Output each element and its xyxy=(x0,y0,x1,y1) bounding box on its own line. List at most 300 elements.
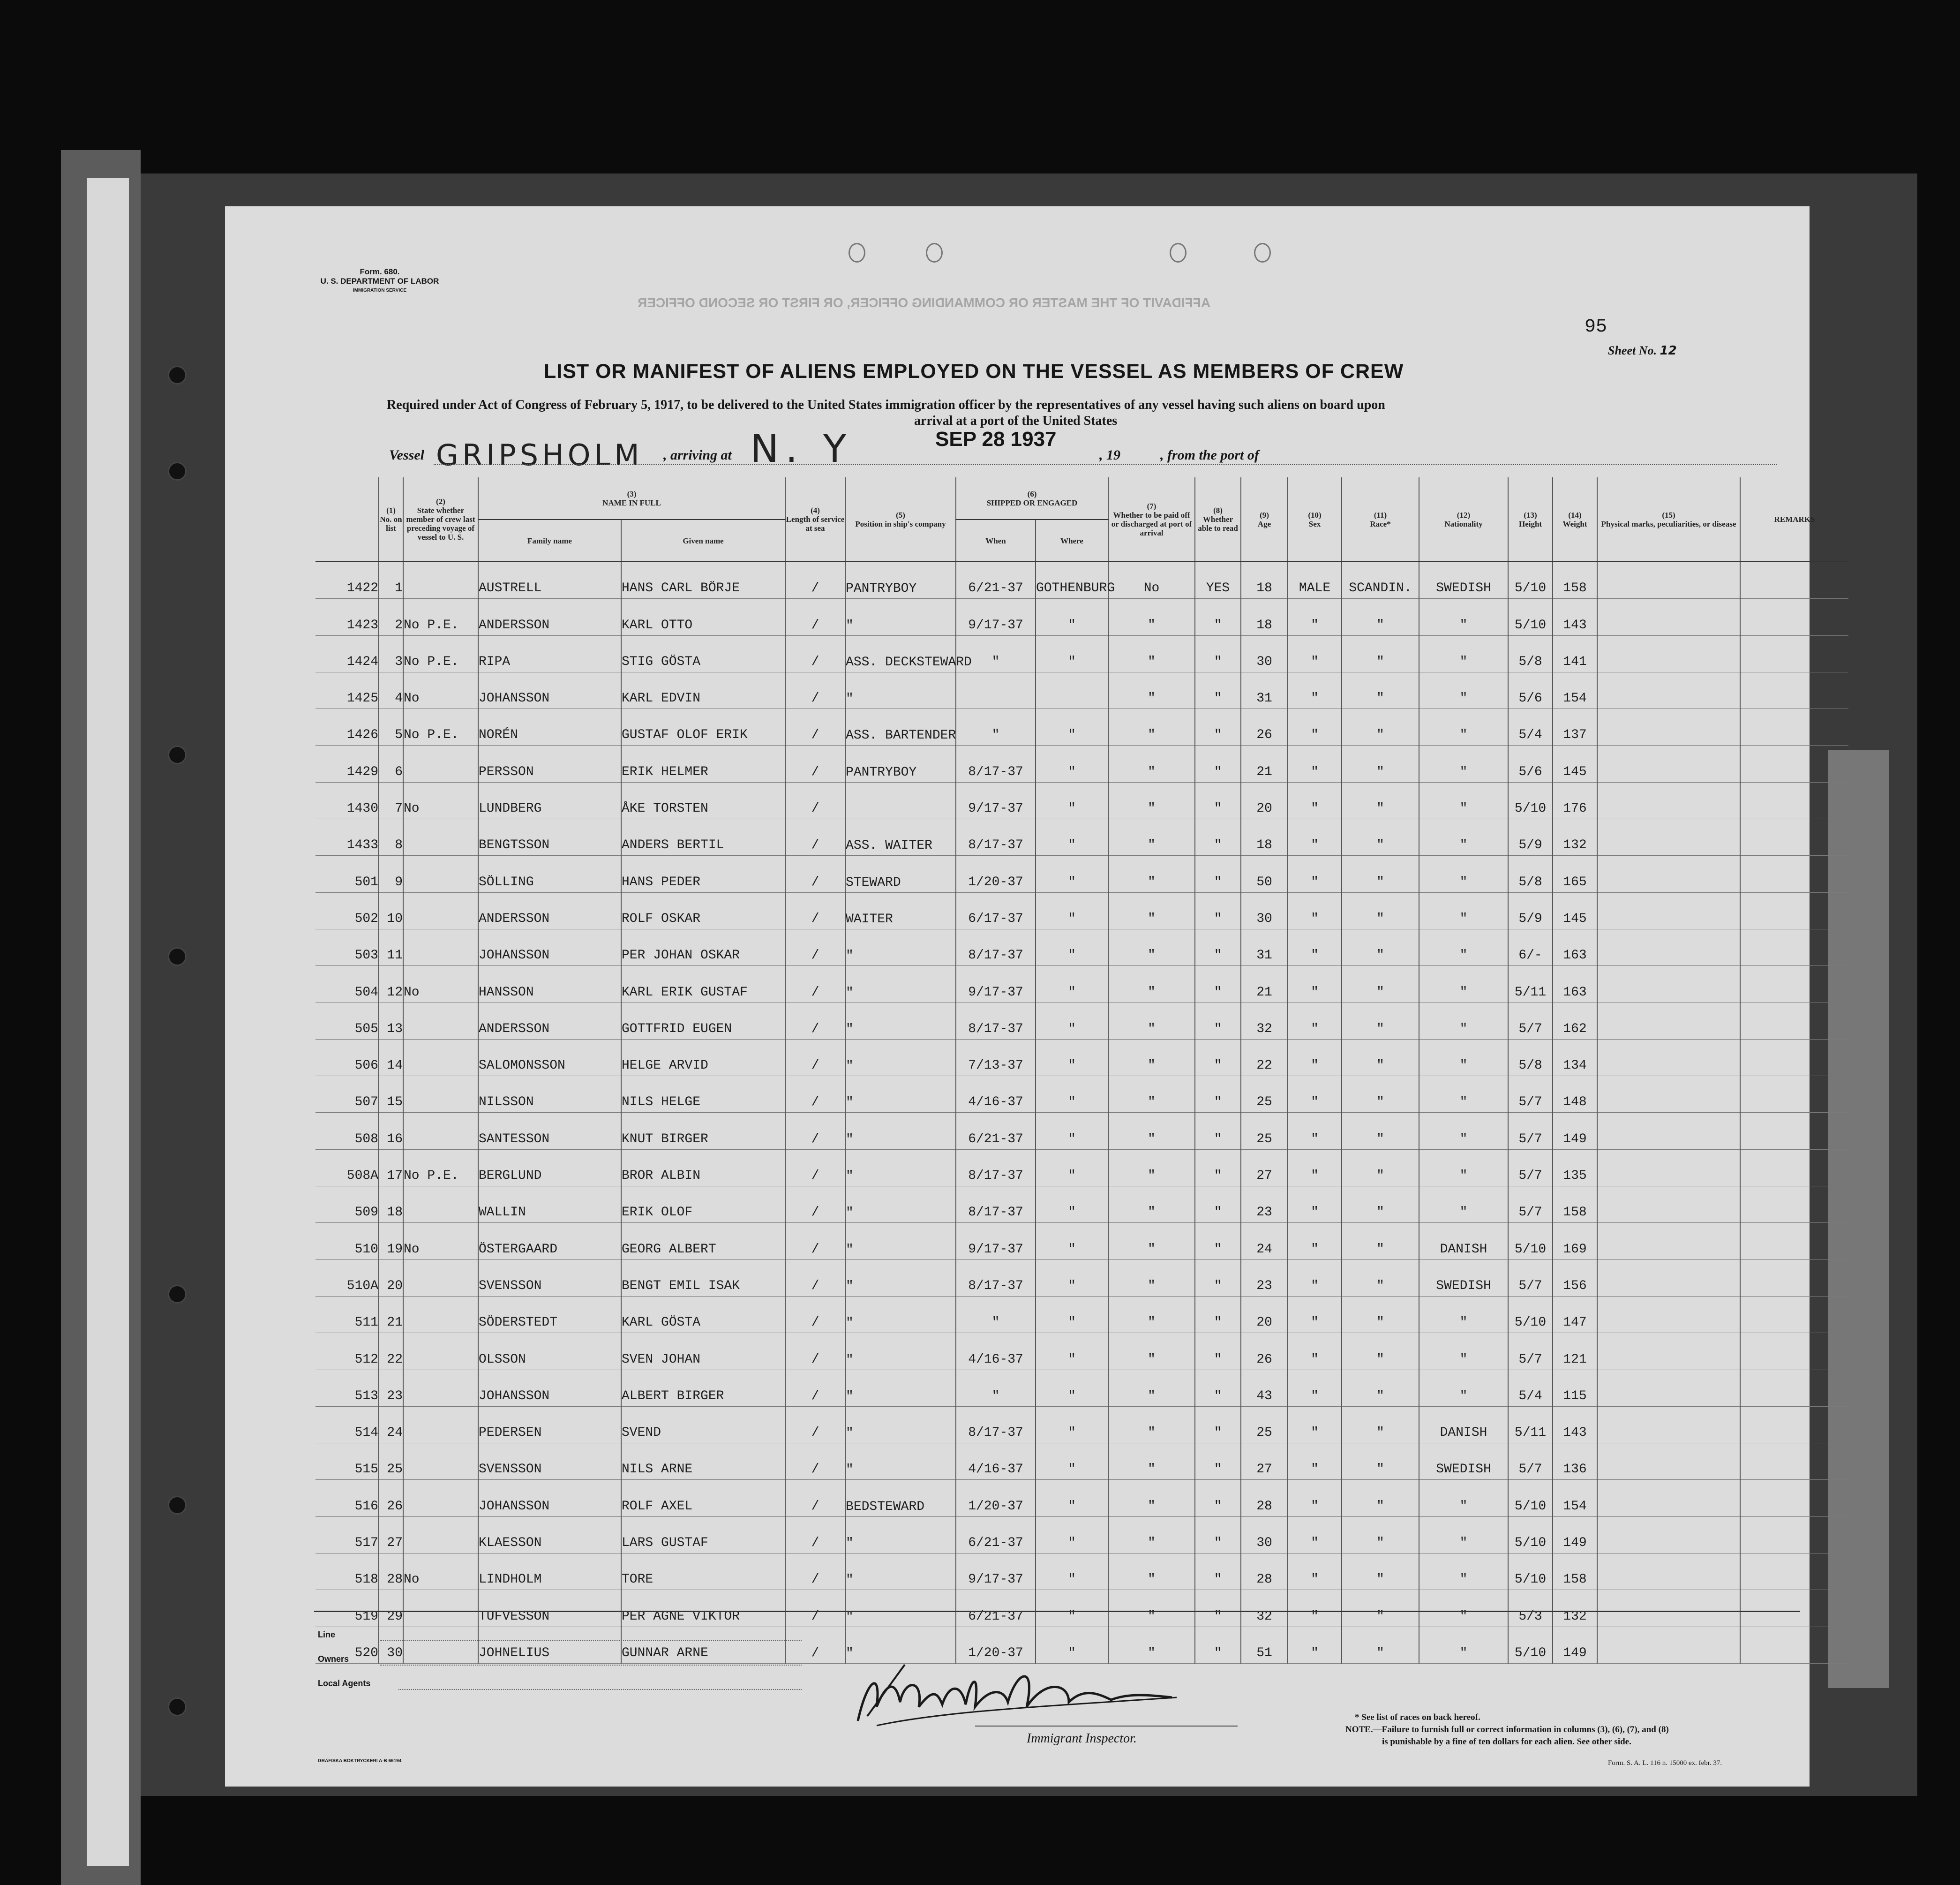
cell-paid-off: " xyxy=(1108,892,1195,929)
cell-race: " xyxy=(1342,1296,1419,1333)
cell-race: " xyxy=(1342,819,1419,856)
cell-shipped-where: " xyxy=(1036,966,1108,1003)
cell-paid-off: " xyxy=(1108,1406,1195,1443)
cell-able-to-read: " xyxy=(1195,1370,1241,1406)
cell-service-length: / xyxy=(785,1480,845,1516)
table-row xyxy=(315,1590,1848,1627)
cell-paid-off: " xyxy=(1108,746,1195,782)
punch-hole xyxy=(168,1285,187,1304)
cell-position: " xyxy=(845,1186,956,1223)
cell-height: 5/4 xyxy=(1508,709,1553,746)
cell-weight: 135 xyxy=(1553,1149,1597,1186)
cell-shipped-where: " xyxy=(1036,1259,1108,1296)
cell-shipped-where: " xyxy=(1036,1553,1108,1590)
cell-prev-voyage: No P.E. xyxy=(403,1149,478,1186)
cell-age: 32 xyxy=(1241,1590,1288,1627)
cell-able-to-read: " xyxy=(1195,1590,1241,1627)
cell-paid-off: " xyxy=(1108,856,1195,892)
cell-paid-off: " xyxy=(1108,672,1195,709)
cell-physical-marks xyxy=(1597,1480,1740,1516)
cell-remarks xyxy=(1740,856,1848,892)
cell-nationality: " xyxy=(1419,1333,1508,1370)
cell-paid-off: " xyxy=(1108,1553,1195,1590)
cell-service-length: / xyxy=(785,1590,845,1627)
cell-physical-marks xyxy=(1597,819,1740,856)
cell-sex: " xyxy=(1288,746,1342,782)
table-row xyxy=(315,709,1848,746)
cell-weight: 132 xyxy=(1553,1590,1597,1627)
cell-weight: 115 xyxy=(1553,1370,1597,1406)
cell-margin-number: 1430 xyxy=(315,782,379,819)
cell-prev-voyage xyxy=(403,819,478,856)
cell-able-to-read: " xyxy=(1195,1627,1241,1663)
cell-race: " xyxy=(1342,1186,1419,1223)
cell-age: 20 xyxy=(1241,782,1288,819)
cell-given-name: NILS HELGE xyxy=(621,1076,785,1113)
cell-service-length: / xyxy=(785,1076,845,1113)
cell-service-length: / xyxy=(785,1406,845,1443)
cell-shipped-when: 6/21-37 xyxy=(956,1113,1036,1149)
cell-margin-number: 517 xyxy=(315,1516,379,1553)
cell-shipped-where: " xyxy=(1036,1406,1108,1443)
cell-remarks xyxy=(1740,599,1848,635)
year-label: , 19 xyxy=(1099,447,1120,463)
cell-prev-voyage xyxy=(403,1259,478,1296)
cell-family-name: SVENSSON xyxy=(478,1259,621,1296)
cell-position: " xyxy=(845,1590,956,1627)
cell-shipped-where: " xyxy=(1036,1186,1108,1223)
cell-nationality: " xyxy=(1419,1186,1508,1223)
cell-margin-number: 515 xyxy=(315,1443,379,1480)
cell-weight: 149 xyxy=(1553,1516,1597,1553)
cell-shipped-where: GOTHENBURG xyxy=(1036,562,1108,599)
cell-sex: " xyxy=(1288,1627,1342,1663)
punch-hole xyxy=(168,462,187,481)
cell-weight: 143 xyxy=(1553,599,1597,635)
cell-height: 5/7 xyxy=(1508,1333,1553,1370)
col-header-given-name: Given name xyxy=(621,520,785,562)
cell-service-length: / xyxy=(785,635,845,672)
cell-height: 5/6 xyxy=(1508,746,1553,782)
cell-height: 5/10 xyxy=(1508,1553,1553,1590)
cell-sex: MALE xyxy=(1288,562,1342,599)
cell-weight: 136 xyxy=(1553,1443,1597,1480)
bleed-through-affidavit: AFFIDAVIT OF THE MASTER OR COMMANDING OFFICER, OR FIRST OR SECOND OFFICER xyxy=(638,295,1211,310)
cell-weight: 158 xyxy=(1553,1186,1597,1223)
cell-service-length: / xyxy=(785,1186,845,1223)
cell-nationality: " xyxy=(1419,782,1508,819)
cell-shipped-when: 1/20-37 xyxy=(956,1627,1036,1663)
cell-list-number: 14 xyxy=(379,1039,403,1076)
cell-remarks xyxy=(1740,1480,1848,1516)
cell-paid-off: " xyxy=(1108,1516,1195,1553)
crew-manifest-table xyxy=(315,477,1848,1664)
cell-position: " xyxy=(845,1627,956,1663)
cell-shipped-when: 9/17-37 xyxy=(956,1223,1036,1259)
cell-list-number: 18 xyxy=(379,1186,403,1223)
cell-nationality: " xyxy=(1419,929,1508,965)
cell-family-name: ANDERSSON xyxy=(478,1003,621,1039)
table-row xyxy=(315,1516,1848,1553)
cell-able-to-read: " xyxy=(1195,1406,1241,1443)
cell-nationality: " xyxy=(1419,746,1508,782)
cell-position: " xyxy=(845,1039,956,1076)
cell-position: " xyxy=(845,1259,956,1296)
cell-shipped-when: 6/21-37 xyxy=(956,562,1036,599)
cell-margin-number: 512 xyxy=(315,1333,379,1370)
table-row xyxy=(315,1443,1848,1480)
cell-list-number: 10 xyxy=(379,892,403,929)
col-header-when: When xyxy=(956,520,1036,562)
cell-physical-marks xyxy=(1597,599,1740,635)
col-header-sex: (10) Sex xyxy=(1288,477,1342,562)
cell-position: " xyxy=(845,1406,956,1443)
cell-position: " xyxy=(845,1296,956,1333)
cell-age: 26 xyxy=(1241,1333,1288,1370)
cell-nationality: " xyxy=(1419,672,1508,709)
table-row xyxy=(315,1553,1848,1590)
cell-remarks xyxy=(1740,929,1848,965)
sheet-label: Sheet No. xyxy=(1608,344,1657,357)
cell-paid-off: " xyxy=(1108,1039,1195,1076)
cell-list-number: 30 xyxy=(379,1627,403,1663)
cell-remarks xyxy=(1740,1333,1848,1370)
cell-list-number: 1 xyxy=(379,562,403,599)
cell-shipped-when: 8/17-37 xyxy=(956,1259,1036,1296)
table-row xyxy=(315,1003,1848,1039)
cell-prev-voyage: No xyxy=(403,1223,478,1259)
cell-remarks xyxy=(1740,1443,1848,1480)
cell-physical-marks xyxy=(1597,1223,1740,1259)
cell-weight: 154 xyxy=(1553,672,1597,709)
cell-shipped-when: 6/17-37 xyxy=(956,892,1036,929)
cell-position: PANTRYBOY xyxy=(845,562,956,599)
cell-shipped-where: " xyxy=(1036,709,1108,746)
cell-position: " xyxy=(845,1333,956,1370)
cell-given-name: GEORG ALBERT xyxy=(621,1223,785,1259)
cell-margin-number: 1424 xyxy=(315,635,379,672)
col-header-service-length: (4) Length of service at sea xyxy=(785,477,845,562)
cell-paid-off: " xyxy=(1108,1333,1195,1370)
cell-age: 25 xyxy=(1241,1113,1288,1149)
cell-able-to-read: " xyxy=(1195,892,1241,929)
cell-list-number: 28 xyxy=(379,1553,403,1590)
cell-prev-voyage xyxy=(403,1039,478,1076)
cell-weight: 169 xyxy=(1553,1223,1597,1259)
cell-margin-number: 510 xyxy=(315,1223,379,1259)
cell-race: " xyxy=(1342,1003,1419,1039)
cell-margin-number: 519 xyxy=(315,1590,379,1627)
cell-age: 28 xyxy=(1241,1553,1288,1590)
col-header-name: (3) NAME IN FULL xyxy=(478,477,785,520)
cell-list-number: 21 xyxy=(379,1296,403,1333)
cell-sex: " xyxy=(1288,1590,1342,1627)
cell-physical-marks xyxy=(1597,746,1740,782)
cell-list-number: 19 xyxy=(379,1223,403,1259)
punch-hole xyxy=(1170,243,1187,263)
cell-weight: 162 xyxy=(1553,1003,1597,1039)
cell-service-length: / xyxy=(785,1223,845,1259)
cell-remarks xyxy=(1740,1076,1848,1113)
cell-given-name: KARL OTTO xyxy=(621,599,785,635)
cell-prev-voyage xyxy=(403,1627,478,1663)
cell-remarks xyxy=(1740,1186,1848,1223)
cell-service-length: / xyxy=(785,819,845,856)
cell-physical-marks xyxy=(1597,1443,1740,1480)
cell-physical-marks xyxy=(1597,562,1740,599)
cell-position: " xyxy=(845,1149,956,1186)
cell-margin-number: 505 xyxy=(315,1003,379,1039)
cell-weight: 158 xyxy=(1553,1553,1597,1590)
table-row xyxy=(315,562,1848,599)
cell-shipped-when: 8/17-37 xyxy=(956,929,1036,965)
cell-nationality: SWEDISH xyxy=(1419,1443,1508,1480)
cell-sex: " xyxy=(1288,1003,1342,1039)
cell-shipped-when: 4/16-37 xyxy=(956,1076,1036,1113)
cell-able-to-read: " xyxy=(1195,819,1241,856)
cell-age: 27 xyxy=(1241,1443,1288,1480)
cell-margin-number: 503 xyxy=(315,929,379,965)
cell-margin-number: 504 xyxy=(315,966,379,1003)
cell-weight: 163 xyxy=(1553,966,1597,1003)
service-name: IMMIGRATION SERVICE xyxy=(353,288,407,293)
cell-shipped-where: " xyxy=(1036,1149,1108,1186)
cell-race: " xyxy=(1342,1076,1419,1113)
cell-race: " xyxy=(1342,1590,1419,1627)
cell-given-name: KARL EDVIN xyxy=(621,672,785,709)
cell-paid-off: " xyxy=(1108,1223,1195,1259)
cell-service-length: / xyxy=(785,1039,845,1076)
cell-service-length: / xyxy=(785,1553,845,1590)
cell-family-name: ANDERSSON xyxy=(478,892,621,929)
cell-position: BEDSTEWARD xyxy=(845,1480,956,1516)
cell-physical-marks xyxy=(1597,1113,1740,1149)
cell-sex: " xyxy=(1288,709,1342,746)
cell-height: 5/7 xyxy=(1508,1113,1553,1149)
col-header-family-name: Family name xyxy=(478,520,621,562)
cell-position: " xyxy=(845,966,956,1003)
cell-paid-off: " xyxy=(1108,1627,1195,1663)
cell-weight: 137 xyxy=(1553,709,1597,746)
cell-remarks xyxy=(1740,1406,1848,1443)
cell-prev-voyage: No xyxy=(403,966,478,1003)
cell-family-name: PERSSON xyxy=(478,746,621,782)
cell-sex: " xyxy=(1288,1443,1342,1480)
cell-service-length: / xyxy=(785,1333,845,1370)
cell-given-name: SVEN JOHAN xyxy=(621,1333,785,1370)
cell-nationality: " xyxy=(1419,1039,1508,1076)
cell-age: 31 xyxy=(1241,929,1288,965)
cell-family-name: ANDERSSON xyxy=(478,599,621,635)
cell-weight: 163 xyxy=(1553,929,1597,965)
cell-age: 18 xyxy=(1241,562,1288,599)
cell-remarks xyxy=(1740,709,1848,746)
cell-given-name: ANDERS BERTIL xyxy=(621,819,785,856)
cell-race: SCANDIN. xyxy=(1342,562,1419,599)
manifest-subtitle: Required under Act of Congress of February 5, 1917, to be delivered to the United States immigration officer by the representatives of any vessel having such aliens on board upon xyxy=(387,398,1385,412)
cell-position: WAITER xyxy=(845,892,956,929)
cell-remarks xyxy=(1740,1516,1848,1553)
cell-sex: " xyxy=(1288,819,1342,856)
cell-shipped-when: 1/20-37 xyxy=(956,856,1036,892)
cell-shipped-when: 6/21-37 xyxy=(956,1516,1036,1553)
cell-sex: " xyxy=(1288,635,1342,672)
cell-physical-marks xyxy=(1597,856,1740,892)
cell-paid-off: " xyxy=(1108,1443,1195,1480)
line-label: Line xyxy=(318,1630,336,1639)
table-row xyxy=(315,1039,1848,1076)
punch-hole xyxy=(168,947,187,966)
cell-shipped-when: 8/17-37 xyxy=(956,1406,1036,1443)
cell-family-name: JOHANSSON xyxy=(478,929,621,965)
cell-able-to-read: " xyxy=(1195,1259,1241,1296)
cell-age: 27 xyxy=(1241,1149,1288,1186)
cell-given-name: HANS CARL BÖRJE xyxy=(621,562,785,599)
cell-paid-off: " xyxy=(1108,1113,1195,1149)
cell-sex: " xyxy=(1288,966,1342,1003)
cell-able-to-read: " xyxy=(1195,966,1241,1003)
table-row xyxy=(315,1480,1848,1516)
cell-remarks xyxy=(1740,672,1848,709)
cell-shipped-when: 1/20-37 xyxy=(956,1480,1036,1516)
col-header-height: (13) Height xyxy=(1508,477,1553,562)
cell-position: " xyxy=(845,1003,956,1039)
cell-physical-marks xyxy=(1597,892,1740,929)
table-row xyxy=(315,929,1848,965)
cell-remarks xyxy=(1740,1039,1848,1076)
cell-age: 32 xyxy=(1241,1003,1288,1039)
cell-height: 5/10 xyxy=(1508,782,1553,819)
cell-sex: " xyxy=(1288,856,1342,892)
cell-race: " xyxy=(1342,672,1419,709)
cell-height: 5/10 xyxy=(1508,1480,1553,1516)
cell-sex: " xyxy=(1288,1406,1342,1443)
cell-position xyxy=(845,782,956,819)
cell-age: 26 xyxy=(1241,709,1288,746)
cell-prev-voyage: No xyxy=(403,672,478,709)
cell-age: 22 xyxy=(1241,1039,1288,1076)
cell-given-name: ERIK OLOF xyxy=(621,1186,785,1223)
cell-prev-voyage xyxy=(403,1333,478,1370)
cell-prev-voyage xyxy=(403,856,478,892)
cell-prev-voyage xyxy=(403,1370,478,1406)
cell-service-length: / xyxy=(785,562,845,599)
cell-weight: 132 xyxy=(1553,819,1597,856)
cell-paid-off: " xyxy=(1108,782,1195,819)
cell-given-name: HELGE ARVID xyxy=(621,1039,785,1076)
cell-given-name: PER JOHAN OSKAR xyxy=(621,929,785,965)
cell-shipped-where: " xyxy=(1036,599,1108,635)
col-header-paid-off: (7) Whether to be paid off or discharged at port of arrival xyxy=(1108,477,1195,562)
cell-family-name: JOHANSSON xyxy=(478,1480,621,1516)
cell-nationality: " xyxy=(1419,856,1508,892)
cell-physical-marks xyxy=(1597,1553,1740,1590)
cell-able-to-read: " xyxy=(1195,782,1241,819)
cell-list-number: 29 xyxy=(379,1590,403,1627)
cell-race: " xyxy=(1342,1223,1419,1259)
cell-prev-voyage xyxy=(403,1406,478,1443)
cell-family-name: PEDERSEN xyxy=(478,1406,621,1443)
cell-margin-number: 1422 xyxy=(315,562,379,599)
cell-remarks xyxy=(1740,819,1848,856)
cell-margin-number: 518 xyxy=(315,1553,379,1590)
cell-shipped-where: " xyxy=(1036,1039,1108,1076)
cell-weight: 147 xyxy=(1553,1296,1597,1333)
cell-shipped-where: " xyxy=(1036,1296,1108,1333)
table-row xyxy=(315,1076,1848,1113)
punch-hole xyxy=(926,243,943,263)
cell-weight: 121 xyxy=(1553,1333,1597,1370)
cell-given-name: SVEND xyxy=(621,1406,785,1443)
punch-hole xyxy=(168,1697,187,1716)
cell-service-length: / xyxy=(785,746,845,782)
cell-shipped-when: 6/21-37 xyxy=(956,1590,1036,1627)
cell-able-to-read: " xyxy=(1195,1296,1241,1333)
cell-family-name: SANTESSON xyxy=(478,1113,621,1149)
cell-prev-voyage: No P.E. xyxy=(403,709,478,746)
cell-shipped-where: " xyxy=(1036,1370,1108,1406)
cell-prev-voyage xyxy=(403,1076,478,1113)
cell-shipped-where xyxy=(1036,672,1108,709)
local-agents-label: Local Agents xyxy=(318,1679,371,1688)
cell-paid-off: " xyxy=(1108,1259,1195,1296)
cell-position: " xyxy=(845,1443,956,1480)
cell-height: 5/8 xyxy=(1508,856,1553,892)
cell-given-name: BENGT EMIL ISAK xyxy=(621,1259,785,1296)
cell-sex: " xyxy=(1288,1076,1342,1113)
cell-shipped-where: " xyxy=(1036,1627,1108,1663)
cell-nationality: " xyxy=(1419,1627,1508,1663)
cell-nationality: " xyxy=(1419,1370,1508,1406)
cell-given-name: ERIK HELMER xyxy=(621,746,785,782)
cell-service-length: / xyxy=(785,1443,845,1480)
cell-able-to-read: " xyxy=(1195,1553,1241,1590)
col-header-no: (1) No. on list xyxy=(379,477,403,562)
cell-remarks xyxy=(1740,562,1848,599)
cell-shipped-where: " xyxy=(1036,1480,1108,1516)
cell-margin-number: 508A xyxy=(315,1149,379,1186)
cell-weight: 176 xyxy=(1553,782,1597,819)
cell-height: 5/7 xyxy=(1508,1259,1553,1296)
cell-paid-off: " xyxy=(1108,635,1195,672)
table-row xyxy=(315,966,1848,1003)
cell-prev-voyage xyxy=(403,1480,478,1516)
cell-list-number: 23 xyxy=(379,1370,403,1406)
cell-prev-voyage xyxy=(403,1113,478,1149)
cell-physical-marks xyxy=(1597,1627,1740,1663)
cell-race: " xyxy=(1342,599,1419,635)
cell-nationality: SWEDISH xyxy=(1419,1259,1508,1296)
cell-age: 25 xyxy=(1241,1406,1288,1443)
cell-shipped-where: " xyxy=(1036,1076,1108,1113)
cell-shipped-where: " xyxy=(1036,1516,1108,1553)
cell-height: 5/6 xyxy=(1508,672,1553,709)
cell-list-number: 5 xyxy=(379,709,403,746)
cell-list-number: 27 xyxy=(379,1516,403,1553)
arrival-date-stamp: SEP 28 1937 xyxy=(935,428,1057,451)
cell-position: " xyxy=(845,1113,956,1149)
cell-height: 5/9 xyxy=(1508,892,1553,929)
cell-remarks xyxy=(1740,1627,1848,1663)
cell-physical-marks xyxy=(1597,966,1740,1003)
cell-service-length: / xyxy=(785,1370,845,1406)
cell-position: " xyxy=(845,1076,956,1113)
cell-margin-number: 502 xyxy=(315,892,379,929)
cell-race: " xyxy=(1342,1627,1419,1663)
cell-shipped-where: " xyxy=(1036,1443,1108,1480)
cell-given-name: LARS GUSTAF xyxy=(621,1516,785,1553)
cell-list-number: 16 xyxy=(379,1113,403,1149)
